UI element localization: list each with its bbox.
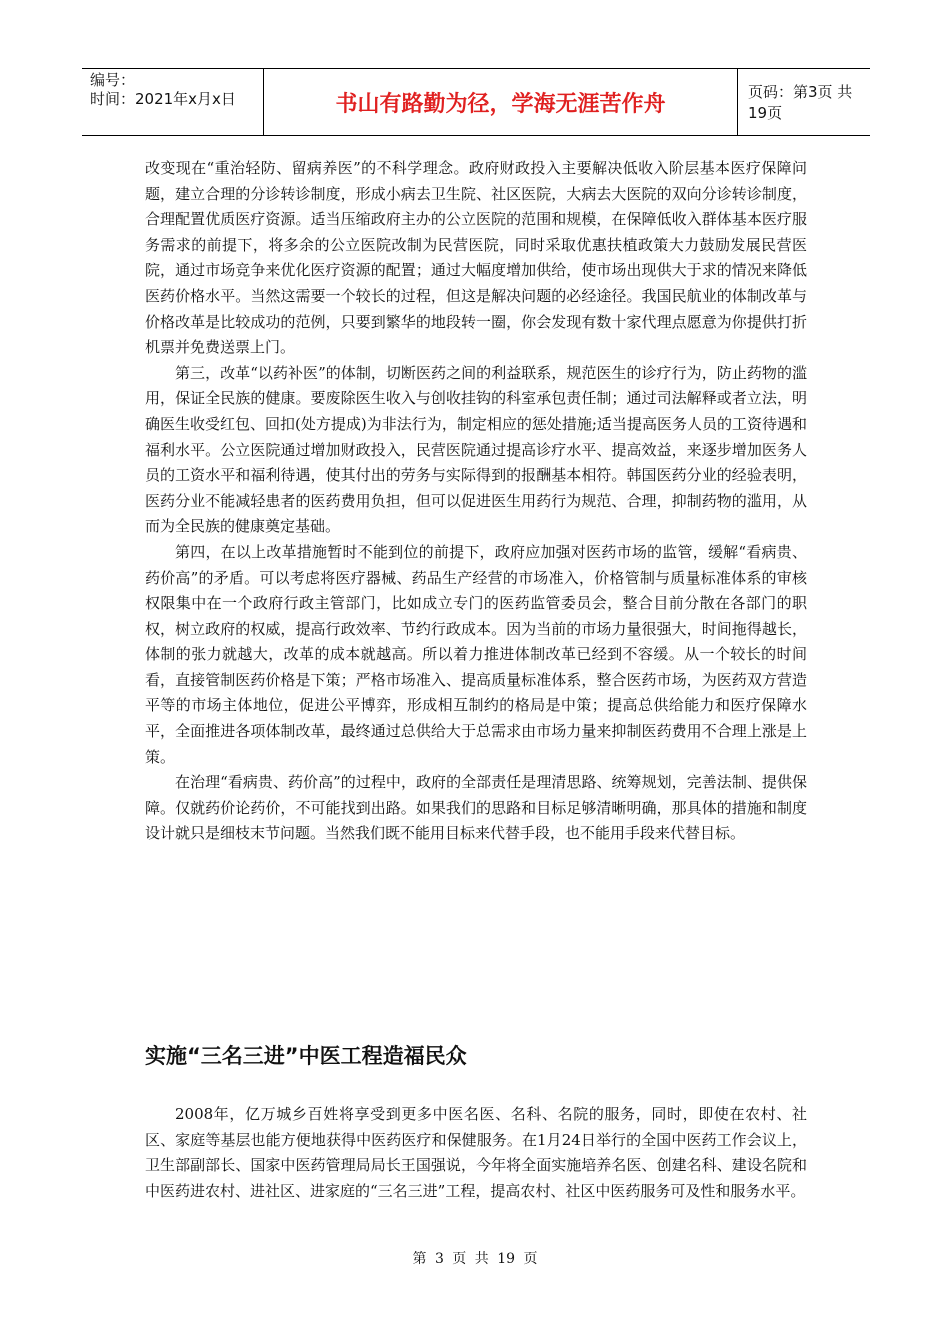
section-body [145,1102,807,1204]
document-number-label: 编号： [90,71,136,89]
header-page-number: 页码：第3页 共19页 [748,83,853,122]
body-paragraph: 第三，改革“以药补医”的体制，切断医药之间的利益联系，规范医生的诊疗行为，防止药物的滥用，保证全民族的健康。要废除医生收入与创收挂钩的科室承包责任制；通过司法解释或者立法，明确医生收受红包、回扣(处方提成)为非法行为，制定相应的惩处措施;适当提高医务人员的工资待遇和福利水平。公立医院通过增加财政投入，民营医院通过提高诊疗水平、提高效益，来逐步增加医务人员的工资水平和福利待遇，使其付出的劳务与实际得到的报酬基本相符。韩国医药分业的经验表明，医药分业不能减轻患者的医药费用负担，但可以促进医生用药行为规范、合理，抑制药物的滥用，从而为全民族的健康奠定基础。 [145,363,807,536]
body-paragraph: 第四，在以上改革措施暂时不能到位的前提下，政府应加强对医药市场的监管，缓解“看病贵、药价高”的矛盾。可以考虑将医疗器械、药品生产经营的市场准入，价格管制与质量标准体系的审核权限集中在一个政府行政主管部门，比如成立专门的医药监管委员会，整合目前分散在各部门的职权，树立政府的权威，提高行政效率、节约行政成本。因为当前的市场力量很强大，时间拖得越长，体制的张力就越大，改革的成本就越高。所以着力推进体制改革已经到不容缓。从一个较长的时间看，直接管制医药价格是下策；严格市场准入、提高质量标准体系，整合医药市场，为医药双方营造平等的市场主体地位，促进公平博弈，形成相互制约的格局是中策；提高总供给能力和医疗保障水平，全面推进各项体制改革，最终通过总供给大于总需求由市场力量来抑制医药费用不合理上涨是上策。 [145,542,807,766]
section-paragraph: 2008年，亿万城乡百姓将享受到更多中医名医、名科、名院的服务，同时，即使在农村、社区、家庭等基层也能方便地获得中医药医疗和保健服务。在1月24日举行的全国中医药工作会议上，卫生部副部长、国家中医药管理局局长王国强说，今年将全面实施培养名医、创建名科、建设名院和中医药进农村、进社区、进家庭的“三名三进”工程，提高农村、社区中医药服务可及性和服务水平。 [145,1105,807,1200]
header-motto: 书山有路勤为径，学海无涯苦作舟 [264,69,738,135]
page-header [82,68,870,136]
section-heading: 实施“三名三进”中医工程造福民众 [145,1044,467,1068]
body-paragraph: 改变现在“重治轻防、留病养医”的不科学理念。政府财政投入主要解决低收入阶层基本医疗保障问题，建立合理的分诊转诊制度，形成小病去卫生院、社区医院，大病去大医院的双向分诊转诊制度，合理配置优质医疗资源。适当压缩政府主办的公立医院的范围和规模，在保障低收入群体基本医疗服务需求的前提下，将多余的公立医院改制为民营医院，同时采取优惠扶植政策大力鼓励发展民营医院，通过市场竞争来优化医疗资源的配置；通过大幅度增加供给，使市场出现供大于求的情况来降低医药价格水平。当然这需要一个较长的过程，但这是解决问题的必经途径。我国民航业的体制改革与价格改革是比较成功的范例，只要到繁华的地段转一圈，你会发现有数十家代理点愿意为你提供打折机票并免费送票上门。 [145,159,807,357]
body-paragraph: 在治理“看病贵、药价高”的过程中，政府的全部责任是理清思路、统筹规划，完善法制、提供保障。仅就药价论药价，不可能找到出路。如果我们的思路和目标足够清晰明确，那具体的措施和制度设计就只是细枝末节问题。当然我们既不能用目标来代替手段，也不能用手段来代替目标。 [145,773,807,843]
page-footer [0,1248,950,1268]
document-date: 时间：2021年x月x日 [90,90,236,108]
header-meta [82,69,264,135]
document-body [145,156,807,847]
footer-page-number: 第 3 页 共 19 页 [412,1251,538,1267]
